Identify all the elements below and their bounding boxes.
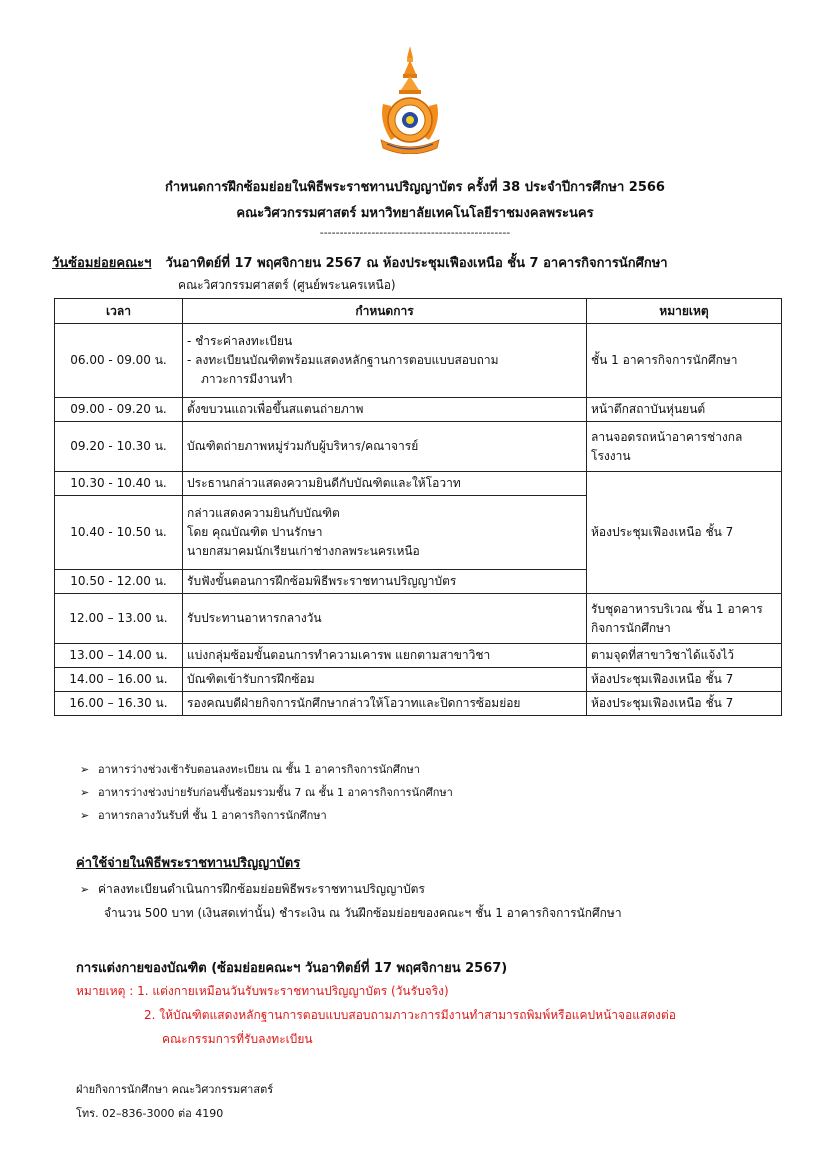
task-cell: ประธานกล่าวแสดงความยินดีกับบัณฑิตและให้โอวาท [183,472,587,496]
bullet-item [80,760,420,778]
time-cell: 14.00 – 16.00 น. [55,668,183,692]
table-row [55,644,782,668]
dress-heading: การแต่งกายของบัณฑิต (ซ้อมย่อยคณะฯ วันอาทิตย์ที่ 17 พฤศจิกายน 2567) [76,961,508,976]
task-cell: รับฟังขั้นตอนการฝึกซ้อมพิธีพระราชทานปริญญาบัตร [183,570,587,594]
note-cell: รับชุดอาหารบริเวณ ชั้น 1 อาคารกิจการนักศึกษา [587,594,782,644]
arrow-bullet-icon: ➢ [80,883,90,896]
task-line: - ลงทะเบียนบัณฑิตพร้อมแสดงหลักฐานการตอบแบบสอบถาม [187,353,499,367]
document-title-line2: คณะวิศวกรรมศาสตร์ มหาวิทยาลัยเทคโนโลยีราชมงคลพระนคร [236,206,594,221]
note-cell: ห้องประชุมเฟืองเหนือ ชั้น 7 [587,692,782,716]
table-row [55,324,782,398]
table-row [55,668,782,692]
note-cell: ห้องประชุมเฟืองเหนือ ชั้น 7 [587,472,782,594]
fee-item [80,880,425,899]
note-cell: หน้าตึกสถาบันหุ่นยนต์ [587,398,782,422]
note-cell: ตามจุดที่สาขาวิชาได้แจ้งไว้ [587,644,782,668]
table-row [55,594,782,644]
task-line: - ชำระค่าลงทะเบียน [187,334,293,348]
arrow-bullet-icon: ➢ [80,809,90,822]
header-task: กำหนดการ [183,299,587,324]
task-cell: บัณฑิตเข้ารับการฝึกซ้อม [183,668,587,692]
fee-line1: ค่าลงทะเบียนดำเนินการฝึกซ้อมย่อยพิธีพระราชทานปริญญาบัตร [98,882,425,896]
bullet-text: อาหารว่างช่วงบ่ายรับก่อนขึ้นซ้อมรวมชั้น 7 ณ ชั้น 1 อาคารกิจการนักศึกษา [98,786,453,799]
footer-department: ฝ่ายกิจการนักศึกษา คณะวิศวกรรมศาสตร์ [76,1083,274,1096]
task-line: ภาวะการมีงานทำ [201,372,293,386]
dress-note-label: หมายเหตุ : [76,984,138,998]
venue-text: วันอาทิตย์ที่ 17 พฤศจิกายน 2567 ณ ห้องประชุมเฟืองเหนือ ชั้น 7 อาคารกิจการนักศึกษา [165,256,668,271]
footer-phone: โทร. 02–836-3000 ต่อ 4190 [76,1107,224,1120]
note-cell: ชั้น 1 อาคารกิจการนักศึกษา [587,324,782,398]
time-cell: 06.00 - 09.00 น. [55,324,183,398]
task-cell: ตั้งขบวนแถวเพื่อขึ้นสแตนถ่ายภาพ [183,398,587,422]
venue-line2: คณะวิศวกรรมศาสตร์ (ศูนย์พระนครเหนือ) [178,278,396,292]
dress-note3: คณะกรรมการที่รับลงทะเบียน [162,1032,313,1046]
note-cell: ลานจอดรถหน้าอาคารช่างกล โรงงาน [587,422,782,472]
task-cell: แบ่งกลุ่มซ้อมขั้นตอนการทำความเคารพ แยกตามสาขาวิชา [183,644,587,668]
table-row [55,422,782,472]
venue-line [52,252,668,273]
arrow-bullet-icon: ➢ [80,763,90,776]
header-note: หมายเหตุ [587,299,782,324]
table-header-row [55,299,782,324]
time-cell: 10.30 - 10.40 น. [55,472,183,496]
fees-heading: ค่าใช้จ่ายในพิธีพระราชทานปริญญาบัตร [76,856,301,871]
bullet-item [80,783,453,801]
university-logo [375,44,445,154]
task-line: กล่าวแสดงความยินกับบัณฑิต [187,506,340,520]
table-row [55,692,782,716]
task-cell [183,324,587,398]
task-cell: รับประทานอาหารกลางวัน [183,594,587,644]
bullet-item [80,806,327,824]
arrow-bullet-icon: ➢ [80,786,90,799]
note-cell: ห้องประชุมเฟืองเหนือ ชั้น 7 [587,668,782,692]
table-row [55,472,782,496]
task-cell: รองคณบดีฝ่ายกิจการนักศึกษากล่าวให้โอวาทและปิดการซ้อมย่อย [183,692,587,716]
bullet-text: อาหารว่างช่วงเช้ารับตอนลงทะเบียน ณ ชั้น 1 อาคารกิจการนักศึกษา [98,763,420,776]
time-cell: 13.00 – 14.00 น. [55,644,183,668]
time-cell: 09.00 - 09.20 น. [55,398,183,422]
document-title-line1: กำหนดการฝึกซ้อมย่อยในพิธีพระราชทานปริญญาบัตร ครั้งที่ 38 ประจำปีการศึกษา 2566 [165,180,665,195]
task-line: โดย คุณบัณฑิต ปานรักษา [187,525,323,539]
venue-label: วันซ้อมย่อยคณะฯ [52,256,152,271]
task-line: นายกสมาคมนักเรียนเก่าช่างกลพระนครเหนือ [187,544,420,558]
fee-line2: จำนวน 500 บาท (เงินสดเท่านั้น) ชำระเงิน ณ วันฝึกซ้อมย่อยของคณะฯ ชั้น 1 อาคารกิจการนักศึกษา [104,906,622,920]
time-cell: 12.00 – 13.00 น. [55,594,183,644]
time-cell: 10.40 - 10.50 น. [55,496,183,570]
task-cell: บัณฑิตถ่ายภาพหมู่ร่วมกับผู้บริหาร/คณาจารย์ [183,422,587,472]
table-row [55,398,782,422]
dress-note1 [76,982,449,1001]
header-time: เวลา [55,299,183,324]
dress-note1-text: 1. แต่งกายเหมือนวันรับพระราชทานปริญญาบัตร (วันรับจริง) [137,984,449,998]
title-divider: ------------------------------------------------ [319,226,511,239]
task-cell [183,496,587,570]
time-cell: 10.50 - 12.00 น. [55,570,183,594]
schedule-table [54,298,782,716]
time-cell: 16.00 – 16.30 น. [55,692,183,716]
bullet-text: อาหารกลางวันรับที่ ชั้น 1 อาคารกิจการนักศึกษา [98,809,327,822]
time-cell: 09.20 - 10.30 น. [55,422,183,472]
dress-note2: 2. ให้บัณฑิตแสดงหลักฐานการตอบแบบสอบถามภาวะการมีงานทำสามารถพิมพ์หรือแคปหน้าจอแสดงต่อ [144,1008,676,1022]
